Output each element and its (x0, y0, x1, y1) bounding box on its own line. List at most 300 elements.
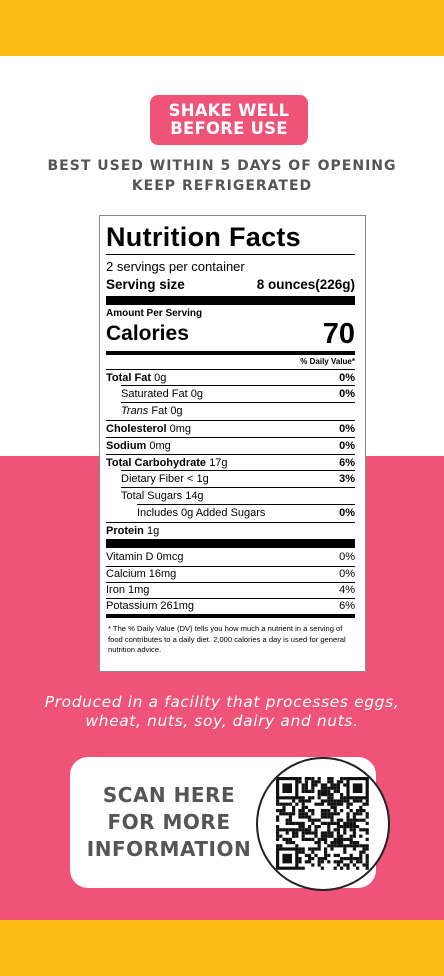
qr-module (340, 819, 343, 822)
qr-module (318, 796, 321, 799)
qr-module (286, 831, 289, 834)
qr-module (321, 860, 324, 863)
nutrient-dv: 0% (339, 504, 355, 522)
qr-module (324, 787, 327, 790)
qr-module (321, 783, 324, 786)
qr-module (337, 783, 340, 786)
scan-prompt (76, 782, 262, 863)
nutrient-dv: 0% (339, 423, 355, 435)
qr-module (324, 809, 327, 812)
servings-per-container: 2 servings per container (106, 259, 245, 274)
qr-module (337, 790, 340, 793)
qr-module (359, 799, 362, 802)
qr-module (330, 777, 333, 780)
qr-module (295, 822, 298, 825)
qr-module (311, 809, 314, 812)
qr-module (305, 831, 308, 834)
qr-module (321, 790, 324, 793)
qr-module (292, 828, 295, 831)
qr-code-icon[interactable] (256, 757, 390, 891)
qr-module (346, 803, 349, 806)
qr-module (324, 854, 327, 857)
qr-module (308, 790, 311, 793)
qr-code-graphic (258, 759, 388, 889)
qr-module (302, 790, 305, 793)
qr-finder (282, 854, 292, 864)
qr-module (350, 838, 353, 841)
nutrient-label: Protein (106, 525, 144, 537)
qr-module (282, 838, 285, 841)
qr-module (327, 780, 330, 783)
qr-module (340, 857, 343, 860)
qr-module (302, 825, 305, 828)
qr-module (314, 828, 317, 831)
qr-module (302, 812, 305, 815)
qr-module (279, 809, 282, 812)
qr-module (356, 841, 359, 844)
qr-module (321, 857, 324, 860)
qr-module (321, 822, 324, 825)
qr-module (311, 831, 314, 834)
qr-module (350, 844, 353, 847)
qr-module (337, 831, 340, 834)
qr-module (334, 787, 337, 790)
qr-module (350, 809, 353, 812)
qr-module (334, 790, 337, 793)
qr-module (340, 796, 343, 799)
qr-module (337, 825, 340, 828)
qr-module (327, 854, 330, 857)
nutrition-facts-label (99, 215, 366, 672)
qr-module (327, 825, 330, 828)
qr-module (321, 809, 324, 812)
qr-module (298, 822, 301, 825)
qr-module (346, 799, 349, 802)
qr-module (362, 844, 365, 847)
qr-module (311, 787, 314, 790)
qr-module (302, 828, 305, 831)
qr-module (340, 825, 343, 828)
qr-module (353, 841, 356, 844)
qr-module (337, 844, 340, 847)
qr-module (350, 819, 353, 822)
qr-module (314, 825, 317, 828)
qr-module (366, 815, 369, 818)
serving-size-row (106, 276, 355, 296)
qr-module (350, 841, 353, 844)
qr-module (343, 851, 346, 854)
qr-module (327, 822, 330, 825)
qr-module (318, 844, 321, 847)
qr-module (302, 796, 305, 799)
qr-module (334, 799, 337, 802)
qr-module (311, 796, 314, 799)
qr-module (324, 857, 327, 860)
qr-module (353, 835, 356, 838)
qr-module (340, 793, 343, 796)
nutrient-amount: 0mg (166, 423, 191, 435)
qr-module (318, 838, 321, 841)
qr-module (314, 835, 317, 838)
qr-module (350, 822, 353, 825)
qr-module (334, 838, 337, 841)
qr-module (350, 835, 353, 838)
qr-module (330, 806, 333, 809)
qr-module (366, 854, 369, 857)
qr-module (289, 803, 292, 806)
qr-module (350, 803, 353, 806)
vitamin-row-vitamin-d (106, 550, 355, 566)
qr-module (337, 780, 340, 783)
qr-module (292, 799, 295, 802)
qr-module (279, 844, 282, 847)
calories-value: 70 (322, 318, 355, 350)
qr-module (346, 867, 349, 870)
qr-module (298, 777, 301, 780)
qr-module (298, 809, 301, 812)
qr-module (292, 831, 295, 834)
qr-module (337, 799, 340, 802)
qr-module (295, 803, 298, 806)
qr-module (324, 847, 327, 850)
qr-module (346, 838, 349, 841)
qr-module (366, 847, 369, 850)
qr-module (276, 799, 279, 802)
qr-module (308, 796, 311, 799)
nutrient-row-total-carbohydrate (106, 454, 355, 471)
qr-module (321, 812, 324, 815)
qr-module (362, 863, 365, 866)
nutrient-dv: 3% (339, 470, 355, 488)
qr-module (321, 815, 324, 818)
qr-module (318, 803, 321, 806)
qr-module (330, 815, 333, 818)
qr-module (292, 812, 295, 815)
qr-module (302, 799, 305, 802)
qr-module (305, 828, 308, 831)
divider-thick (106, 296, 355, 305)
nutrient-row-saturated-fat (106, 386, 355, 403)
qr-module (337, 838, 340, 841)
qr-module (362, 828, 365, 831)
qr-module (286, 803, 289, 806)
vitamin-row-calcium (106, 566, 355, 582)
qr-module (337, 812, 340, 815)
qr-module (298, 857, 301, 860)
nutrient-label: Total Carbohydrate (106, 457, 207, 469)
qr-module (327, 831, 330, 834)
trans-label-italic: Trans (121, 405, 149, 417)
qr-module (366, 799, 369, 802)
storage-instructions (0, 156, 444, 196)
scan-line-2: FOR MORE (107, 810, 231, 834)
qr-module (279, 828, 282, 831)
qr-module (318, 825, 321, 828)
qr-module (324, 851, 327, 854)
nutrient-label (121, 402, 355, 420)
qr-module (295, 844, 298, 847)
qr-module (305, 815, 308, 818)
nutrient-row-added-sugars (106, 505, 355, 522)
qr-module (334, 812, 337, 815)
qr-module (327, 860, 330, 863)
qr-module (359, 819, 362, 822)
qr-module (276, 825, 279, 828)
qr-module (298, 815, 301, 818)
qr-module (276, 819, 279, 822)
qr-module (359, 828, 362, 831)
qr-module (366, 831, 369, 834)
qr-module (330, 812, 333, 815)
qr-module (337, 787, 340, 790)
instruction-line-1: BEST USED WITHIN 5 DAYS OF OPENING (47, 158, 397, 174)
qr-module (343, 796, 346, 799)
qr-module (314, 783, 317, 786)
qr-module (311, 847, 314, 850)
qr-module (318, 857, 321, 860)
qr-module (308, 838, 311, 841)
qr-module (302, 835, 305, 838)
qr-module (340, 838, 343, 841)
qr-module (298, 867, 301, 870)
nutrient-dv: 0% (339, 372, 355, 384)
qr-module (343, 838, 346, 841)
qr-module (366, 803, 369, 806)
qr-module (330, 780, 333, 783)
qr-module (308, 828, 311, 831)
qr-module (366, 838, 369, 841)
qr-module (353, 815, 356, 818)
vitamin-row-iron (106, 582, 355, 598)
qr-module (346, 806, 349, 809)
qr-module (321, 787, 324, 790)
vitamin-dv: 0% (339, 568, 355, 580)
qr-module (324, 790, 327, 793)
qr-module (289, 822, 292, 825)
qr-module (292, 822, 295, 825)
qr-module (353, 812, 356, 815)
qr-module (334, 828, 337, 831)
qr-module (311, 777, 314, 780)
shake-well-badge (150, 95, 308, 145)
qr-module (340, 860, 343, 863)
qr-module (305, 838, 308, 841)
qr-module (292, 809, 295, 812)
scan-line-1: SCAN HERE (102, 783, 236, 807)
qr-module (337, 854, 340, 857)
qr-module (343, 844, 346, 847)
qr-module (346, 857, 349, 860)
qr-module (305, 812, 308, 815)
qr-module (311, 822, 314, 825)
qr-module (340, 841, 343, 844)
nutrition-facts-title: Nutrition Facts (106, 222, 302, 252)
qr-module (353, 863, 356, 866)
qr-module (334, 854, 337, 857)
qr-module (353, 857, 356, 860)
qr-module (359, 860, 362, 863)
qr-module (295, 835, 298, 838)
qr-module (311, 780, 314, 783)
qr-module (302, 806, 305, 809)
qr-module (327, 835, 330, 838)
qr-module (282, 828, 285, 831)
qr-module (337, 822, 340, 825)
qr-module (298, 828, 301, 831)
qr-module (311, 857, 314, 860)
qr-module (366, 867, 369, 870)
qr-module (324, 831, 327, 834)
qr-module (330, 844, 333, 847)
qr-module (305, 777, 308, 780)
qr-module (311, 863, 314, 866)
qr-module (305, 790, 308, 793)
qr-module (314, 803, 317, 806)
qr-module (305, 854, 308, 857)
qr-module (366, 863, 369, 866)
qr-module (327, 787, 330, 790)
qr-module (276, 835, 279, 838)
qr-module (353, 847, 356, 850)
qr-module (321, 799, 324, 802)
qr-module (340, 780, 343, 783)
qr-module (292, 841, 295, 844)
qr-module (302, 867, 305, 870)
divider (106, 254, 355, 255)
qr-module (327, 793, 330, 796)
qr-module (298, 780, 301, 783)
qr-module (356, 809, 359, 812)
instruction-line-2: KEEP REFRIGERATED (131, 178, 313, 194)
qr-module (289, 815, 292, 818)
qr-module (366, 860, 369, 863)
qr-module (276, 844, 279, 847)
qr-module (366, 844, 369, 847)
qr-module (366, 857, 369, 860)
qr-module (334, 867, 337, 870)
qr-module (350, 854, 353, 857)
nutrient-label: Saturated Fat 0g (121, 385, 339, 403)
qr-module (350, 857, 353, 860)
qr-module (305, 806, 308, 809)
vitamin-dv: 4% (339, 584, 355, 596)
qr-module (318, 777, 321, 780)
scan-line-3: INFORMATION (86, 837, 252, 861)
qr-module (343, 847, 346, 850)
qr-module (356, 844, 359, 847)
qr-module (321, 838, 324, 841)
divider-thick (106, 539, 355, 548)
vitamin-label: Iron 1mg (106, 584, 150, 596)
allergen-line-1: Produced in a facility that processes eggs, (44, 693, 400, 711)
qr-module (324, 793, 327, 796)
qr-module (276, 815, 279, 818)
qr-module (324, 815, 327, 818)
qr-module (334, 803, 337, 806)
serving-size-label: Serving size (106, 277, 185, 292)
qr-module (343, 831, 346, 834)
qr-module (286, 828, 289, 831)
qr-module (340, 799, 343, 802)
qr-module (298, 812, 301, 815)
qr-module (289, 828, 292, 831)
qr-module (346, 825, 349, 828)
qr-module (314, 854, 317, 857)
qr-module (356, 860, 359, 863)
qr-module (321, 803, 324, 806)
nutrient-row-trans-fat (106, 403, 355, 420)
qr-module (302, 787, 305, 790)
qr-module (346, 815, 349, 818)
qr-module (305, 787, 308, 790)
qr-module (340, 809, 343, 812)
qr-module (314, 780, 317, 783)
qr-module (343, 828, 346, 831)
qr-module (308, 799, 311, 802)
qr-module (330, 819, 333, 822)
qr-module (359, 844, 362, 847)
qr-module (318, 790, 321, 793)
qr-module (337, 860, 340, 863)
qr-module (318, 860, 321, 863)
qr-module (359, 854, 362, 857)
qr-module (327, 809, 330, 812)
qr-module (286, 819, 289, 822)
nutrient-label: Cholesterol (106, 423, 167, 435)
qr-module (321, 867, 324, 870)
qr-module (327, 777, 330, 780)
qr-module (298, 825, 301, 828)
qr-module (334, 844, 337, 847)
qr-module (356, 819, 359, 822)
nutrient-dv: 0% (339, 385, 355, 403)
qr-module (327, 796, 330, 799)
qr-module (282, 806, 285, 809)
qr-module (298, 851, 301, 854)
qr-module (308, 857, 311, 860)
qr-module (337, 819, 340, 822)
vitamin-dv: 0% (339, 551, 355, 563)
vitamin-label: Vitamin D 0mcg (106, 551, 184, 563)
qr-module (282, 812, 285, 815)
qr-module (308, 809, 311, 812)
qr-module (279, 812, 282, 815)
qr-module (334, 822, 337, 825)
qr-module (343, 822, 346, 825)
qr-module (302, 815, 305, 818)
qr-module (308, 854, 311, 857)
calories-row (106, 320, 355, 348)
qr-module (327, 815, 330, 818)
qr-module (308, 847, 311, 850)
daily-value-header: % Daily Value* (300, 357, 355, 366)
qr-module (311, 851, 314, 854)
qr-module (359, 809, 362, 812)
qr-module (302, 838, 305, 841)
qr-module (353, 819, 356, 822)
qr-module (286, 838, 289, 841)
qr-module (282, 803, 285, 806)
qr-module (289, 838, 292, 841)
qr-module (334, 860, 337, 863)
qr-module (346, 844, 349, 847)
amount-per-serving: Amount Per Serving (106, 308, 203, 319)
qr-module (350, 828, 353, 831)
qr-module (334, 806, 337, 809)
qr-module (346, 822, 349, 825)
qr-module (356, 857, 359, 860)
qr-module (305, 799, 308, 802)
